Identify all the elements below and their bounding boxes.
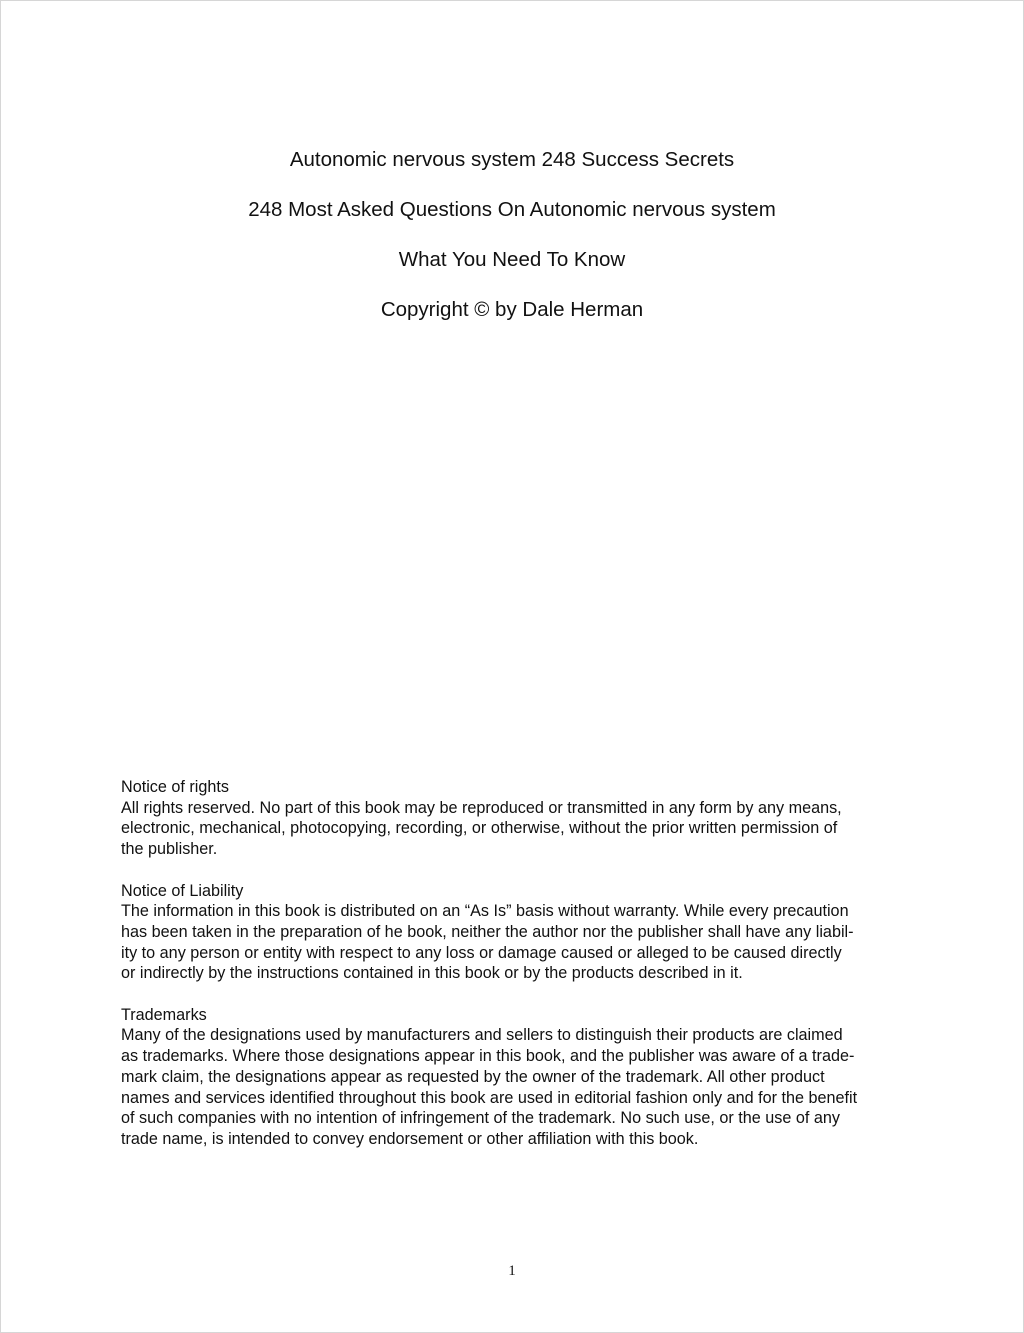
notice-text-line: has been taken in the preparation of he book, neither the author nor the publisher shall have any liabil- [121, 922, 854, 941]
notice-of-rights [121, 777, 911, 860]
notice-text-line: ity to any person or entity with respect to any loss or damage caused or alleged to be caused directly [121, 943, 842, 962]
trademarks-notice [121, 1005, 911, 1150]
notice-text-line: names and services identified throughout this book are used in editorial fashion only and for the benefit [121, 1088, 858, 1107]
notice-text-line: the publisher. [121, 840, 218, 859]
notice-of-liability [121, 881, 911, 985]
legal-notices [121, 777, 911, 1170]
book-title: Autonomic nervous system 248 Success Secrets [289, 148, 735, 171]
notice-text-line: of such companies with no intention of infringement of the trademark. No such use, or the use of any [121, 1109, 840, 1128]
title-block [0, 146, 1024, 346]
notice-text-line: mark claim, the designations appear as requested by the owner of the trademark. All other product [121, 1067, 825, 1086]
notice-text-line: trade name, is intended to convey endorsement or other affiliation with this book. [121, 1129, 699, 1148]
notice-text-line: as trademarks. Where those designations appear in this book, and the publisher was aware of a trade- [121, 1047, 855, 1066]
notice-heading: Notice of Liability [121, 881, 244, 900]
book-subtitle: 248 Most Asked Questions On Autonomic nervous system [248, 198, 776, 221]
notice-text-line: All rights reserved. No part of this book may be reproduced or transmitted in any form by any means, [121, 798, 842, 817]
book-tagline: What You Need To Know [398, 248, 626, 271]
page-number: 1 [508, 1263, 516, 1279]
notice-text-line: electronic, mechanical, photocopying, recording, or otherwise, without the prior written permission of [121, 819, 838, 838]
notice-heading: Notice of rights [121, 778, 229, 796]
notice-text-line: The information in this book is distributed on an “As Is” basis without warranty. While every precaution [121, 902, 849, 921]
notice-text-line: or indirectly by the instructions contained in this book or by the products described in it. [121, 964, 743, 983]
copyright-line: Copyright © by Dale Herman [380, 298, 644, 321]
notice-heading: Trademarks [121, 1005, 207, 1024]
notice-text-line: Many of the designations used by manufacturers and sellers to distinguish their products are claimed [121, 1026, 843, 1045]
